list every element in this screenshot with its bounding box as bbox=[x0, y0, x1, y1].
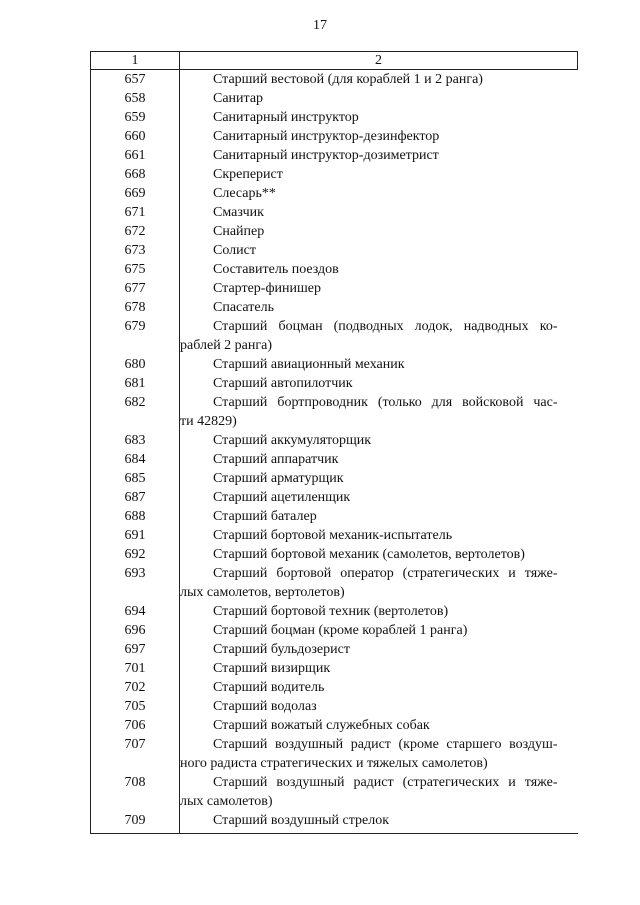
row-name-cell bbox=[180, 279, 578, 298]
row-name: Старший бортовой механик (самолетов, вертолетов) bbox=[213, 547, 525, 562]
row-code: 677 bbox=[91, 279, 180, 298]
row-name: Старший визирщик bbox=[213, 661, 331, 676]
table-row bbox=[91, 317, 578, 355]
row-name: Старший автопилотчик bbox=[213, 376, 353, 391]
row-name: Старший авиационный механик bbox=[213, 357, 405, 372]
row-name-cell bbox=[180, 716, 578, 735]
row-name-cell bbox=[180, 602, 578, 621]
row-name: Старший аппаратчик bbox=[213, 452, 339, 467]
table-body bbox=[91, 70, 578, 834]
row-name: Старший воздушный радист (стратегических и тяже- bbox=[213, 775, 558, 790]
row-name: Смазчик bbox=[213, 205, 264, 220]
row-name-cell bbox=[180, 488, 578, 507]
row-code: 660 bbox=[91, 127, 180, 146]
row-code: 680 bbox=[91, 355, 180, 374]
table-row bbox=[91, 507, 578, 526]
row-name: Стартер-финишер bbox=[213, 281, 322, 296]
table-row bbox=[91, 526, 578, 545]
row-name: Санитарный инструктор-дезинфектор bbox=[213, 129, 440, 144]
row-name-cell bbox=[180, 431, 578, 450]
row-code: 688 bbox=[91, 507, 180, 526]
table-row bbox=[91, 564, 578, 602]
table-header-row bbox=[91, 52, 578, 70]
table-row bbox=[91, 431, 578, 450]
row-name-cell bbox=[180, 678, 578, 697]
row-code: 694 bbox=[91, 602, 180, 621]
table-row bbox=[91, 222, 578, 241]
row-code: 669 bbox=[91, 184, 180, 203]
table-row bbox=[91, 127, 578, 146]
row-code: 707 bbox=[91, 735, 180, 773]
table-row bbox=[91, 811, 578, 834]
table-row bbox=[91, 146, 578, 165]
row-code: 659 bbox=[91, 108, 180, 127]
row-code: 683 bbox=[91, 431, 180, 450]
row-name-cell bbox=[180, 697, 578, 716]
row-name-cell bbox=[180, 640, 578, 659]
table-row bbox=[91, 450, 578, 469]
row-name-cell bbox=[180, 393, 578, 431]
profession-table bbox=[90, 51, 578, 834]
table-row bbox=[91, 374, 578, 393]
table-row bbox=[91, 298, 578, 317]
table-row bbox=[91, 488, 578, 507]
table-row bbox=[91, 716, 578, 735]
table-row bbox=[91, 469, 578, 488]
column-header-name: 2 bbox=[180, 52, 578, 70]
page-number: 17 bbox=[313, 18, 327, 33]
table-row bbox=[91, 241, 578, 260]
row-name: Старший аккумуляторщик bbox=[213, 433, 372, 448]
table-row bbox=[91, 260, 578, 279]
row-name: Слесарь** bbox=[213, 186, 276, 201]
row-name-cell bbox=[180, 165, 578, 184]
row-name: Старший боцман (кроме кораблей 1 ранга) bbox=[213, 623, 468, 638]
row-name-cell bbox=[180, 355, 578, 374]
table-row bbox=[91, 545, 578, 564]
table-row bbox=[91, 203, 578, 222]
row-name: Старший бортовой техник (вертолетов) bbox=[213, 604, 449, 619]
row-name: Старший бортовой оператор (стратегических и тяже- bbox=[213, 566, 558, 581]
row-name: Старший водолаз bbox=[213, 699, 317, 714]
row-code: 658 bbox=[91, 89, 180, 108]
row-name-continuation: лых самолетов, вертолетов) bbox=[180, 585, 345, 600]
row-code: 671 bbox=[91, 203, 180, 222]
row-code: 679 bbox=[91, 317, 180, 355]
table-row bbox=[91, 697, 578, 716]
row-name: Старший боцман (подводных лодок, надводных ко- bbox=[213, 319, 558, 334]
row-name-cell bbox=[180, 317, 578, 355]
row-name-cell bbox=[180, 89, 578, 108]
row-code: 661 bbox=[91, 146, 180, 165]
table-row bbox=[91, 355, 578, 374]
row-name-cell bbox=[180, 773, 578, 811]
table-row bbox=[91, 678, 578, 697]
row-name: Санитар bbox=[213, 91, 264, 106]
row-name-cell bbox=[180, 659, 578, 678]
row-name: Старший ацетиленщик bbox=[213, 490, 351, 505]
row-code: 682 bbox=[91, 393, 180, 431]
table-row bbox=[91, 279, 578, 298]
row-name-cell bbox=[180, 469, 578, 488]
row-code: 692 bbox=[91, 545, 180, 564]
row-code: 681 bbox=[91, 374, 180, 393]
row-name: Старший бортпроводник (только для войсковой час- bbox=[213, 395, 558, 410]
row-name-cell bbox=[180, 241, 578, 260]
row-name: Солист bbox=[213, 243, 256, 258]
row-name: Скреперист bbox=[213, 167, 283, 182]
row-name-cell bbox=[180, 564, 578, 602]
row-name-cell bbox=[180, 735, 578, 773]
row-code: 697 bbox=[91, 640, 180, 659]
table-row bbox=[91, 89, 578, 108]
table-row bbox=[91, 640, 578, 659]
row-code: 675 bbox=[91, 260, 180, 279]
row-code: 709 bbox=[91, 811, 180, 834]
row-code: 701 bbox=[91, 659, 180, 678]
table-row bbox=[91, 735, 578, 773]
row-name: Санитарный инструктор bbox=[213, 110, 359, 125]
row-code: 657 bbox=[91, 70, 180, 90]
row-code: 678 bbox=[91, 298, 180, 317]
table-row bbox=[91, 184, 578, 203]
row-name-continuation: раблей 2 ранга) bbox=[180, 338, 273, 353]
row-code: 693 bbox=[91, 564, 180, 602]
row-code: 668 bbox=[91, 165, 180, 184]
row-name: Старший воздушный стрелок bbox=[213, 813, 390, 828]
table-row bbox=[91, 621, 578, 640]
row-name-cell bbox=[180, 203, 578, 222]
row-name-cell bbox=[180, 545, 578, 564]
row-name: Спасатель bbox=[213, 300, 274, 315]
row-name-cell bbox=[180, 298, 578, 317]
row-code: 687 bbox=[91, 488, 180, 507]
row-name: Старший баталер bbox=[213, 509, 317, 524]
row-name-cell bbox=[180, 526, 578, 545]
row-name-cell bbox=[180, 811, 578, 834]
row-name-cell bbox=[180, 450, 578, 469]
row-code: 691 bbox=[91, 526, 180, 545]
row-code: 706 bbox=[91, 716, 180, 735]
row-name-cell bbox=[180, 507, 578, 526]
row-name-cell bbox=[180, 184, 578, 203]
row-name-cell bbox=[180, 127, 578, 146]
table-row bbox=[91, 659, 578, 678]
table-row bbox=[91, 602, 578, 621]
row-name: Старший бортовой механик-испытатель bbox=[213, 528, 453, 543]
row-name-continuation: лых самолетов) bbox=[180, 794, 273, 809]
row-name-cell bbox=[180, 70, 578, 90]
row-name-cell bbox=[180, 621, 578, 640]
row-code: 705 bbox=[91, 697, 180, 716]
row-code: 702 bbox=[91, 678, 180, 697]
row-code: 708 bbox=[91, 773, 180, 811]
table-row bbox=[91, 108, 578, 127]
row-name: Старший воздушный радист (кроме старшего воздуш- bbox=[213, 737, 558, 752]
row-name-cell bbox=[180, 222, 578, 241]
row-code: 696 bbox=[91, 621, 180, 640]
table-row bbox=[91, 773, 578, 811]
column-header-code: 1 bbox=[91, 52, 180, 70]
row-code: 672 bbox=[91, 222, 180, 241]
row-code: 684 bbox=[91, 450, 180, 469]
row-name: Санитарный инструктор-дозиметрист bbox=[213, 148, 439, 163]
row-name: Старший бульдозерист bbox=[213, 642, 350, 657]
row-code: 685 bbox=[91, 469, 180, 488]
row-name: Старший вестовой (для кораблей 1 и 2 ранга) bbox=[213, 72, 483, 87]
table-row bbox=[91, 393, 578, 431]
row-name: Снайпер bbox=[213, 224, 265, 239]
row-name-cell bbox=[180, 260, 578, 279]
row-name: Старший арматурщик bbox=[213, 471, 344, 486]
row-name-continuation: ного радиста стратегических и тяжелых самолетов) bbox=[180, 756, 488, 771]
table-row bbox=[91, 70, 578, 90]
row-name: Старший водитель bbox=[213, 680, 325, 695]
row-name-cell bbox=[180, 374, 578, 393]
row-code: 673 bbox=[91, 241, 180, 260]
row-name-continuation: ти 42829) bbox=[180, 414, 237, 429]
row-name-cell bbox=[180, 146, 578, 165]
row-name: Составитель поездов bbox=[213, 262, 339, 277]
table-row bbox=[91, 165, 578, 184]
row-name: Старший вожатый служебных собак bbox=[213, 718, 430, 733]
row-name-cell bbox=[180, 108, 578, 127]
